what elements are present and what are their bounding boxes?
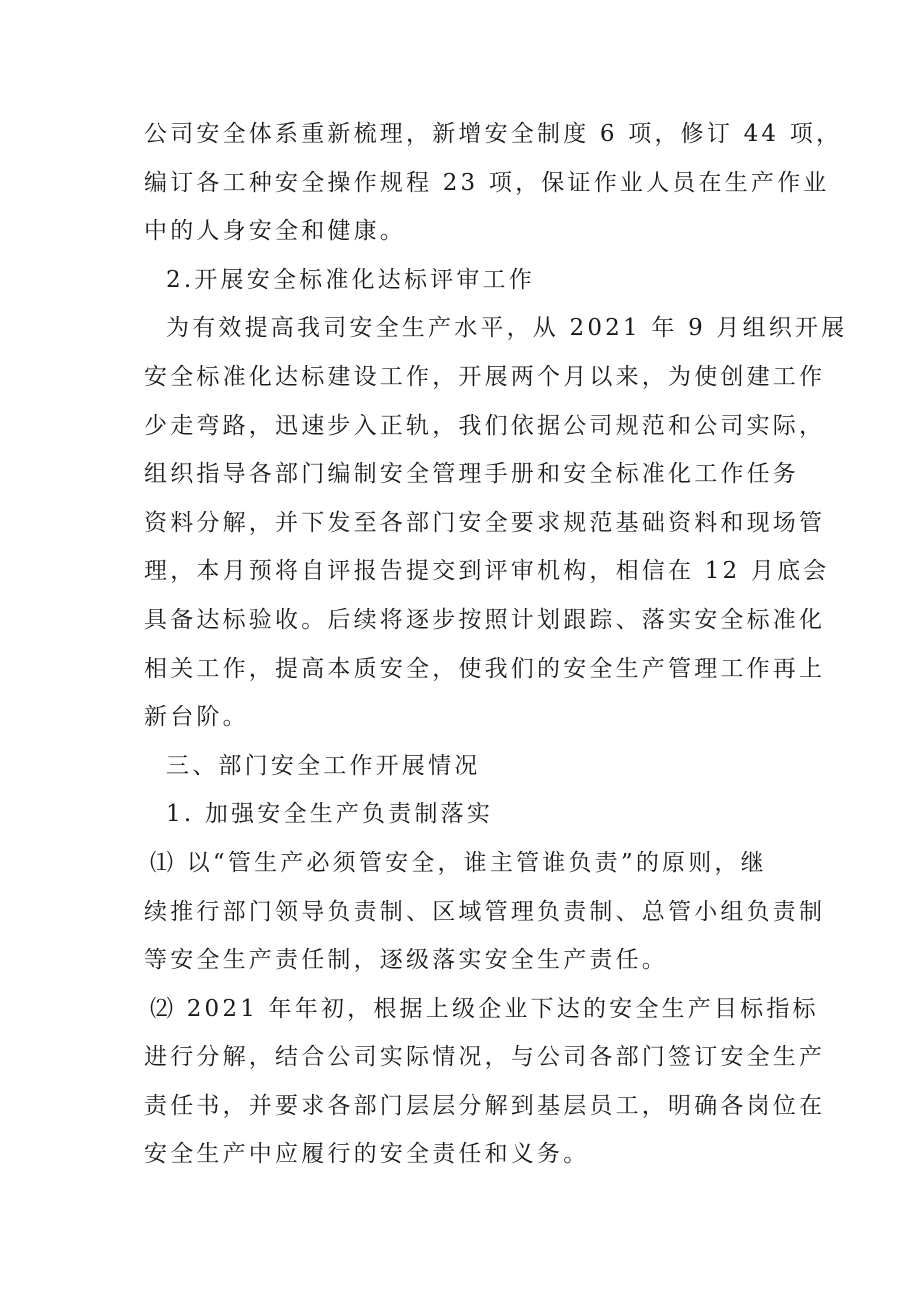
text-line: 组织指导各部门编制安全管理手册和安全标准化工作任务 [144,461,799,488]
text-line: 续推行部门领导负责制、区域管理负责制、总管小组负责制 [144,898,826,925]
section-heading: 2.开展安全标准化达标评审工作 [166,266,535,293]
text-line: 等安全生产责任制，逐级落实安全生产责任。 [144,947,668,974]
text-line: ⑵ 2021 年年初，根据上级企业下达的安全生产目标指标 [150,995,819,1022]
text-line: 进行分解，结合公司实际情况，与公司各部门签订安全生产 [144,1044,826,1071]
text-line: 安全生产中应履行的安全责任和义务。 [144,1141,590,1168]
text-line: 责任书，并要求各部门层层分解到基层员工，明确各岗位在 [144,1092,826,1119]
section-heading: 三、部门安全工作开展情况 [166,752,481,779]
document-body [144,110,848,1179]
text-line: 编订各工种安全操作规程 23 项，保证作业人员在生产作业 [144,169,830,196]
text-line: 具备达标验收。后续将逐步按照计划跟踪、落实安全标准化 [144,606,826,633]
subsection-heading: 1. 加强安全生产负责制落实 [166,801,494,828]
text-line: 安全标准化达标建设工作，开展两个月以来，为使创建工作 [144,363,826,390]
text-line: 中的人身安全和健康。 [144,218,406,245]
text-line: ⑴ 以“管生产必须管安全，谁主管谁负责”的原则，继 [150,849,767,876]
text-line: 为有效提高我司安全生产水平，从 2021 年 9 月组织开展 [166,315,848,342]
text-line: 理，本月预将自评报告提交到评审机构，相信在 12 月底会 [144,558,830,585]
text-line: 新台阶。 [144,704,249,731]
text-line: 资料分解，并下发至各部门安全要求规范基础资料和现场管 [144,509,826,536]
text-line: 相关工作，提高本质安全，使我们的安全生产管理工作再上 [144,655,826,682]
text-line: 少走弯路，迅速步入正轨，我们依据公司规范和公司实际， [144,412,826,439]
text-line: 公司安全体系重新梳理，新增安全制度 6 项，修订 44 项， [144,121,843,147]
